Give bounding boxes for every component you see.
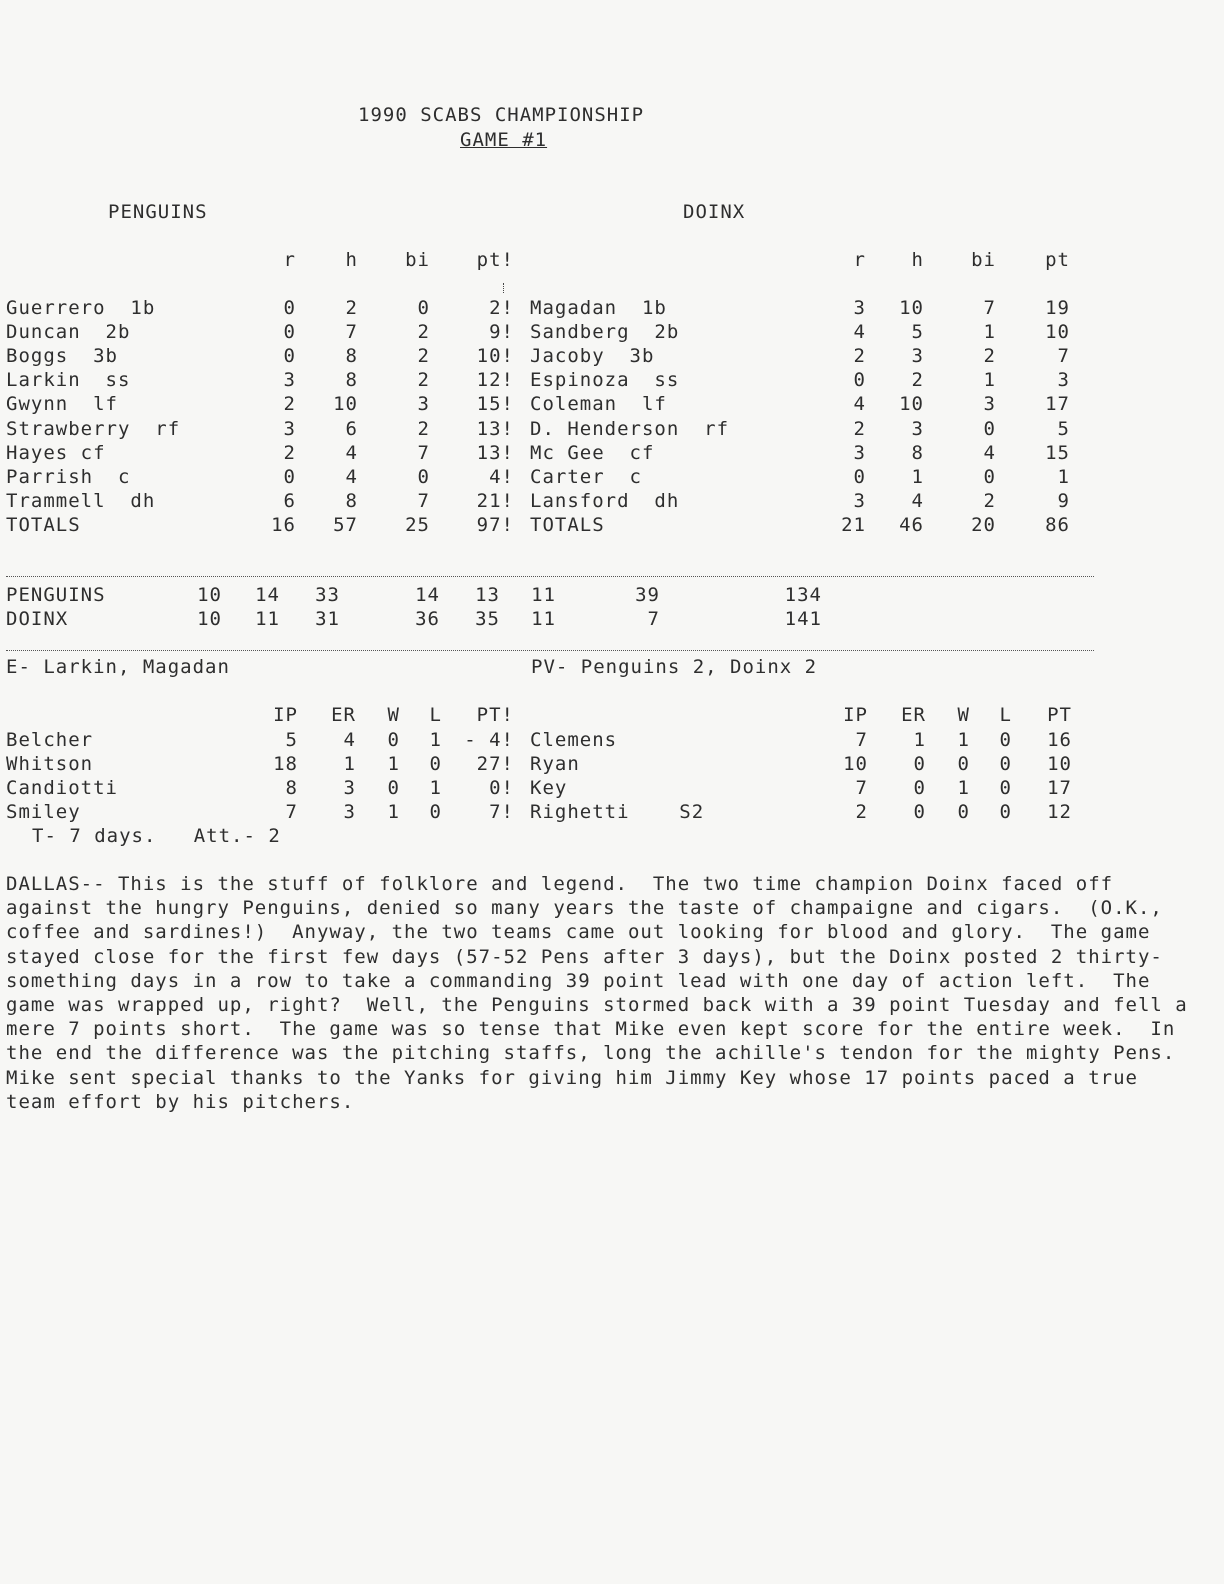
stat-w: 1 [387, 801, 400, 823]
day-score: 36 [415, 608, 440, 630]
pitcher-name: Ryan [530, 753, 580, 775]
stat-pt: 17 [1047, 777, 1072, 799]
stat-pt: 4! [489, 465, 514, 488]
divider [6, 650, 1094, 651]
pitching-row [0, 800, 1224, 824]
team-name-right: DOINX [683, 201, 746, 223]
stat-l: 0 [999, 729, 1012, 751]
col-header: h [911, 249, 924, 271]
pitcher-name: Smiley [6, 801, 81, 823]
stat-pt: 12! [476, 369, 514, 392]
day-score: 10 [197, 584, 222, 606]
stat-r: 2 [283, 393, 296, 416]
player-name: Guerrero 1b [6, 297, 156, 319]
stat-pt: 27! [476, 753, 514, 775]
col-header: W [387, 704, 400, 726]
stat-er: 1 [343, 753, 356, 775]
col-header: pt! [476, 249, 514, 271]
stat-pt: 2! [489, 297, 514, 319]
stat-pt: 9! [489, 321, 514, 344]
stat-pt: 7 [1057, 345, 1070, 368]
batting-row [0, 320, 1224, 344]
stat-l: 0 [999, 801, 1012, 823]
stat-w: 1 [957, 777, 970, 799]
day-score: 14 [415, 584, 440, 606]
stat-pt: 86 [1045, 513, 1070, 536]
stat-h: 8 [345, 369, 358, 392]
stat-bi: 4 [983, 441, 996, 464]
stat-h: 6 [345, 417, 358, 440]
team-name: DOINX [6, 608, 69, 630]
stat-h: 3 [911, 345, 924, 368]
linescore-row [0, 583, 1224, 607]
stat-h: 4 [911, 489, 924, 512]
stat-w: 0 [957, 801, 970, 823]
day-score: 35 [475, 608, 500, 630]
game-subtitle: GAME #1 [460, 129, 548, 151]
divider [6, 576, 1094, 577]
player-name: Boggs 3b [6, 345, 118, 368]
stat-r: 2 [283, 441, 296, 464]
player-name: Lansford dh [530, 489, 680, 512]
col-header: PT [1047, 704, 1072, 726]
col-header: bi [405, 249, 430, 271]
stat-er: 3 [343, 801, 356, 823]
stat-w: 1 [387, 753, 400, 775]
stat-r: 6 [283, 489, 296, 512]
stat-l: 1 [429, 777, 442, 799]
stat-ip: 18 [273, 753, 298, 775]
stat-pt: 15! [476, 393, 514, 416]
stat-r: 3 [853, 297, 866, 319]
stat-l: 0 [429, 753, 442, 775]
stat-r: 4 [853, 393, 866, 416]
stat-bi: 2 [983, 489, 996, 512]
col-header: IP [843, 704, 868, 726]
batting-row [0, 441, 1224, 465]
stat-pt: 13! [476, 441, 514, 464]
day-score: 14 [255, 584, 280, 606]
player-name: Carter c [530, 465, 642, 488]
stat-bi: 0 [983, 465, 996, 488]
stat-bi: 0 [983, 417, 996, 440]
total-score: 134 [784, 584, 822, 606]
stat-pt: 97! [476, 513, 514, 536]
pitching-row [0, 752, 1224, 776]
stat-r: 0 [283, 345, 296, 368]
stat-ip: 5 [285, 729, 298, 751]
stat-bi: 2 [983, 345, 996, 368]
stat-l: 1 [429, 729, 442, 751]
pitcher-name: Belcher [6, 729, 94, 751]
col-header: IP [273, 704, 298, 726]
stat-ip: 2 [855, 801, 868, 823]
stat-r: 4 [853, 321, 866, 344]
col-header: PT! [476, 704, 514, 726]
stat-r: 2 [853, 417, 866, 440]
stat-h: 4 [345, 441, 358, 464]
stat-ip: 7 [855, 729, 868, 751]
stat-h: 8 [911, 441, 924, 464]
pv-note: PV- Penguins 2, Doinx 2 [531, 656, 818, 678]
stat-bi: 1 [983, 321, 996, 344]
stat-pt: 21! [476, 489, 514, 512]
stat-bi: 0 [417, 297, 430, 319]
stat-bi: 2 [417, 345, 430, 368]
stat-bi: 3 [983, 393, 996, 416]
stat-h: 10 [899, 393, 924, 416]
stat-ip: 7 [285, 801, 298, 823]
player-name: Mc Gee cf [530, 441, 655, 464]
linescore-row [0, 607, 1224, 631]
player-name: Jacoby 3b [530, 345, 655, 368]
stat-h: 2 [345, 297, 358, 319]
col-header: bi [971, 249, 996, 271]
stat-h: 1 [911, 465, 924, 488]
pitcher-name: Candiotti [6, 777, 118, 799]
batting-row [0, 417, 1224, 441]
stat-ip: 10 [843, 753, 868, 775]
stat-r: 21 [841, 513, 866, 536]
batting-row [0, 489, 1224, 513]
day-score: 13 [475, 584, 500, 606]
stat-r: 0 [853, 465, 866, 488]
stat-r: 2 [853, 345, 866, 368]
batting-row [0, 392, 1224, 416]
stat-w: 0 [387, 777, 400, 799]
stat-pt: 12 [1047, 801, 1072, 823]
batting-row [0, 465, 1224, 489]
day-score: 39 [635, 584, 660, 606]
stat-er: 0 [913, 777, 926, 799]
player-name: Trammell dh [6, 489, 156, 512]
stat-r: 0 [283, 465, 296, 488]
player-name: TOTALS [530, 513, 605, 536]
stat-bi: 3 [417, 393, 430, 416]
batting-header-row [0, 248, 1224, 272]
stat-bi: 2 [417, 417, 430, 440]
day-score: 11 [255, 608, 280, 630]
player-name: Duncan 2b [6, 321, 131, 344]
total-score: 141 [784, 608, 822, 630]
player-name: Sandberg 2b [530, 321, 680, 344]
stat-pt: 7! [489, 801, 514, 823]
stat-h: 7 [345, 321, 358, 344]
stat-pt: 0! [489, 777, 514, 799]
stat-pt: 1 [1057, 465, 1070, 488]
stat-pt: 5 [1057, 417, 1070, 440]
pitcher-name: Clemens [530, 729, 618, 751]
player-name: Larkin ss [6, 369, 131, 392]
stat-l: 0 [999, 777, 1012, 799]
stat-r: 0 [853, 369, 866, 392]
player-name: Espinoza ss [530, 369, 680, 392]
stat-pt: 15 [1045, 441, 1070, 464]
day-score: 10 [197, 608, 222, 630]
stat-h: 5 [911, 321, 924, 344]
day-score: 31 [315, 608, 340, 630]
column-divider [503, 283, 504, 293]
player-name: Coleman lf [530, 393, 667, 416]
stat-pt: 13! [476, 417, 514, 440]
stat-pt: 10 [1047, 753, 1072, 775]
player-name: Parrish c [6, 465, 131, 488]
stat-l: 0 [429, 801, 442, 823]
stat-bi: 7 [417, 489, 430, 512]
game-story: DALLAS-- This is the stuff of folklore and legend. The two time champion Doinx faced off against the hungry Penguins, denied so many years the taste of champaigne and cigars. (O.K., coffee and sardines!) Anyway, the two teams came out looking for blood and glory. The game stayed close for the first few days (57-52 Pens after 3 days), but the Doinx posted 2 thirty-something days in a row to take a commanding 39 point lead with one day of action left. The game was wrapped up, right? Well, the Penguins stormed back with a 39 point Tuesday and fell a mere 7 points short. The game was so tense that Mike even kept score for the entire week. In the end the difference was the pitching staffs, long the achille's tendon for the mighty Pens. Mike sent special thanks to the Yanks for giving him Jimmy Key whose 17 points paced a true team effort by his pitchers. [6, 873, 1201, 1113]
stat-pt: 10 [1045, 321, 1070, 344]
player-name: Magadan 1b [530, 297, 667, 319]
team-name-left: PENGUINS [108, 201, 208, 223]
player-name: Strawberry rf [6, 417, 181, 440]
stat-pt: 3 [1057, 369, 1070, 392]
day-score: 33 [315, 584, 340, 606]
day-score: 7 [647, 608, 660, 630]
stat-h: 8 [345, 345, 358, 368]
stat-pt: 9 [1057, 489, 1070, 512]
stat-h: 3 [911, 417, 924, 440]
stat-r: 3 [283, 369, 296, 392]
col-header: pt [1045, 249, 1070, 271]
stat-w: 0 [387, 729, 400, 751]
stat-w: 0 [957, 753, 970, 775]
stat-r: 0 [283, 321, 296, 344]
stat-pt: 10! [476, 345, 514, 368]
stat-bi: 7 [417, 441, 430, 464]
stat-er: 0 [913, 753, 926, 775]
stat-w: 1 [957, 729, 970, 751]
day-score: 11 [531, 584, 556, 606]
stat-bi: 2 [417, 321, 430, 344]
stat-er: 3 [343, 777, 356, 799]
stat-r: 0 [283, 297, 296, 319]
pitcher-name: Whitson [6, 753, 94, 775]
stat-h: 10 [333, 393, 358, 416]
stat-bi: 2 [417, 369, 430, 392]
stat-bi: 20 [971, 513, 996, 536]
stat-ip: 7 [855, 777, 868, 799]
stat-h: 2 [911, 369, 924, 392]
stat-r: 3 [853, 489, 866, 512]
pitcher-name: Key [530, 777, 568, 799]
stat-h: 10 [899, 297, 924, 319]
player-name: TOTALS [6, 513, 81, 536]
col-header: L [999, 704, 1012, 726]
stat-pt: 16 [1047, 729, 1072, 751]
stat-pt: 17 [1045, 393, 1070, 416]
pitcher-name: Righetti S2 [530, 801, 705, 823]
stat-ip: 8 [285, 777, 298, 799]
stat-pt: - 4! [464, 729, 514, 751]
team-name: PENGUINS [6, 584, 106, 606]
batting-row [0, 368, 1224, 392]
stat-r: 16 [271, 513, 296, 536]
player-name: D. Henderson rf [530, 417, 730, 440]
col-header: L [429, 704, 442, 726]
pitching-row [0, 728, 1224, 752]
stat-bi: 25 [405, 513, 430, 536]
batting-row [0, 513, 1224, 537]
stat-er: 1 [913, 729, 926, 751]
stat-h: 4 [345, 465, 358, 488]
col-header: ER [331, 704, 356, 726]
col-header: W [957, 704, 970, 726]
stat-bi: 7 [983, 297, 996, 319]
col-header: ER [901, 704, 926, 726]
col-header: h [345, 249, 358, 271]
stat-bi: 1 [983, 369, 996, 392]
stat-h: 8 [345, 489, 358, 512]
batting-row [0, 296, 1224, 320]
stat-r: 3 [853, 441, 866, 464]
stat-er: 4 [343, 729, 356, 751]
stat-er: 0 [913, 801, 926, 823]
stat-h: 57 [333, 513, 358, 536]
pitching-header-row [0, 703, 1224, 727]
player-name: Hayes cf [6, 441, 106, 464]
col-header: r [283, 249, 296, 271]
stat-r: 3 [283, 417, 296, 440]
stat-l: 0 [999, 753, 1012, 775]
stat-h: 46 [899, 513, 924, 536]
player-name: Gwynn lf [6, 393, 118, 416]
col-header: r [853, 249, 866, 271]
batting-row [0, 344, 1224, 368]
game-info: T- 7 days. Att.- 2 [32, 825, 281, 847]
day-score: 11 [531, 608, 556, 630]
pitching-row [0, 776, 1224, 800]
page-title: 1990 SCABS CHAMPIONSHIP [358, 104, 645, 126]
stat-bi: 0 [417, 465, 430, 488]
stat-pt: 19 [1045, 297, 1070, 319]
errors-note: E- Larkin, Magadan [6, 656, 230, 678]
